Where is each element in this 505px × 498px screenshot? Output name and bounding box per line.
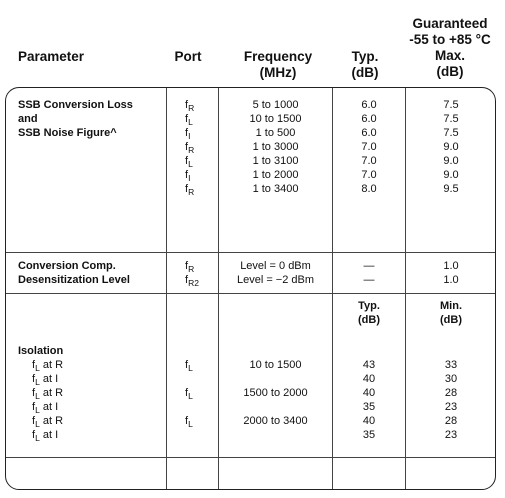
isolation-typ-header xyxy=(333,299,405,327)
isolation-param: $f_L$ at R xyxy=(32,387,64,401)
ssb-port: $f_R$ xyxy=(185,141,195,155)
isolation-min: 28 xyxy=(444,387,458,399)
isolation-frequency: 2000 to 3400 xyxy=(243,415,308,427)
compression-level: Level = −2 dBm xyxy=(236,274,315,286)
header-typ-line1: Typ. xyxy=(351,49,379,64)
header-max-line1: Guaranteed xyxy=(412,16,488,31)
isolation-typ: 40 xyxy=(362,387,376,399)
ssb-max: 9.0 xyxy=(443,141,459,153)
ssb-typ: 6.0 xyxy=(361,127,377,139)
isolation-frequency xyxy=(219,428,332,442)
isolation-min: 30 xyxy=(444,373,458,385)
ssb-typ: 7.0 xyxy=(361,169,377,181)
isolation-frequency xyxy=(219,400,332,414)
isolation-port: $f_L$ xyxy=(185,387,193,401)
header-port: Port xyxy=(174,49,202,64)
compression-parameter xyxy=(18,259,130,287)
compression-param-line: Desensitization Level xyxy=(18,274,130,286)
compression-typ-column xyxy=(333,259,405,287)
compression-port-column xyxy=(185,259,199,287)
isolation-param: $f_L$ at R xyxy=(32,415,64,429)
isolation-port xyxy=(185,428,193,442)
column-divider xyxy=(166,88,167,489)
ssb-frequency: 1 to 500 xyxy=(255,127,296,139)
isolation-min-header xyxy=(406,299,496,327)
isolation-min-column xyxy=(406,358,496,442)
isolation-min: 23 xyxy=(444,401,458,413)
isolation-title: Isolation xyxy=(18,345,64,357)
header-parameter: Parameter xyxy=(18,49,85,64)
row-divider xyxy=(6,252,495,253)
isolation-port-column xyxy=(185,358,193,442)
isolation-frequency-column xyxy=(219,358,332,442)
isolation-typ: 43 xyxy=(362,359,376,371)
ssb-frequency: 1 to 2000 xyxy=(252,169,299,181)
isolation-port: $f_L$ xyxy=(185,415,193,429)
compression-param-line: Conversion Comp. xyxy=(18,260,116,272)
header-max-line3: Max. xyxy=(434,48,465,63)
compression-port: $f_{R2}$ xyxy=(185,274,199,288)
ssb-param-line: SSB Conversion Loss xyxy=(18,99,133,111)
ssb-typ-column xyxy=(333,98,405,196)
ssb-frequency: 1 to 3000 xyxy=(252,141,299,153)
ssb-typ: 6.0 xyxy=(361,99,377,111)
isolation-typ: 40 xyxy=(362,373,376,385)
ssb-port: $f_I$ xyxy=(185,127,191,141)
ssb-port: $f_R$ xyxy=(185,183,195,197)
isolation-port: $f_L$ xyxy=(185,359,193,373)
isolation-port xyxy=(185,400,193,414)
isolation-typ: 40 xyxy=(362,415,376,427)
ssb-frequency: 5 to 1000 xyxy=(252,99,299,111)
ssb-param-line: and xyxy=(18,113,38,125)
compression-typ: — xyxy=(363,260,375,272)
compression-max: 1.0 xyxy=(443,274,459,286)
isolation-min-header-line1: Min. xyxy=(440,300,462,312)
isolation-typ-header-line1: Typ. xyxy=(358,300,380,312)
ssb-port: $f_R$ xyxy=(185,99,195,113)
compression-max-column xyxy=(406,259,496,287)
ssb-typ: 7.0 xyxy=(361,155,377,167)
ssb-typ: 7.0 xyxy=(361,141,377,153)
compression-typ: — xyxy=(363,274,375,286)
ssb-max: 7.5 xyxy=(443,99,459,111)
ssb-typ: 6.0 xyxy=(361,113,377,125)
header-frequency xyxy=(228,49,328,81)
ssb-frequency: 1 to 3400 xyxy=(252,183,299,195)
row-divider xyxy=(6,457,495,458)
isolation-frequency xyxy=(219,372,332,386)
ssb-frequency-column xyxy=(219,98,332,196)
isolation-param: $f_L$ at R xyxy=(32,359,64,373)
isolation-param: $f_L$ at I xyxy=(32,401,59,415)
ssb-typ: 8.0 xyxy=(361,183,377,195)
ssb-frequency: 10 to 1500 xyxy=(249,113,302,125)
ssb-port-column xyxy=(185,98,194,196)
ssb-parameter xyxy=(18,98,133,140)
isolation-param: $f_L$ at I xyxy=(32,373,59,387)
header-typ-line2: (dB) xyxy=(351,65,379,80)
ssb-port: $f_I$ xyxy=(185,169,191,183)
header-max-line2: -55 to +85 °C xyxy=(409,32,491,47)
ssb-port: $f_L$ xyxy=(185,113,193,127)
ssb-max-column xyxy=(406,98,496,196)
isolation-typ-column xyxy=(333,358,405,442)
isolation-param-column xyxy=(32,358,63,442)
isolation-min: 28 xyxy=(444,415,458,427)
isolation-typ-header-line2: (dB) xyxy=(358,314,380,326)
isolation-frequency: 10 to 1500 xyxy=(249,359,302,371)
isolation-min: 23 xyxy=(444,429,458,441)
header-frequency-line2: (MHz) xyxy=(259,65,297,80)
ssb-max: 9.0 xyxy=(443,169,459,181)
isolation-min: 33 xyxy=(444,359,458,371)
ssb-max: 7.5 xyxy=(443,113,459,125)
header-frequency-line1: Frequency xyxy=(243,49,313,64)
isolation-min-header-line2: (dB) xyxy=(440,314,462,326)
compression-port: $f_R$ xyxy=(185,260,195,274)
compression-level: Level = 0 dBm xyxy=(240,260,311,272)
isolation-typ: 35 xyxy=(362,401,376,413)
ssb-param-line: SSB Noise Figure^ xyxy=(18,127,117,139)
compression-frequency-column xyxy=(219,259,332,287)
header-typ xyxy=(335,49,395,81)
ssb-max: 9.0 xyxy=(443,155,459,167)
header-max-line4: (dB) xyxy=(436,64,464,79)
isolation-frequency: 1500 to 2000 xyxy=(243,387,308,399)
ssb-max: 9.5 xyxy=(443,183,459,195)
header-max xyxy=(400,16,500,80)
row-divider xyxy=(6,293,495,294)
ssb-port: $f_L$ xyxy=(185,155,193,169)
compression-max: 1.0 xyxy=(443,260,459,272)
isolation-param: $f_L$ at I xyxy=(32,429,59,443)
ssb-frequency: 1 to 3100 xyxy=(252,155,299,167)
isolation-port xyxy=(185,372,193,386)
isolation-typ: 35 xyxy=(362,429,376,441)
ssb-max: 7.5 xyxy=(443,127,459,139)
